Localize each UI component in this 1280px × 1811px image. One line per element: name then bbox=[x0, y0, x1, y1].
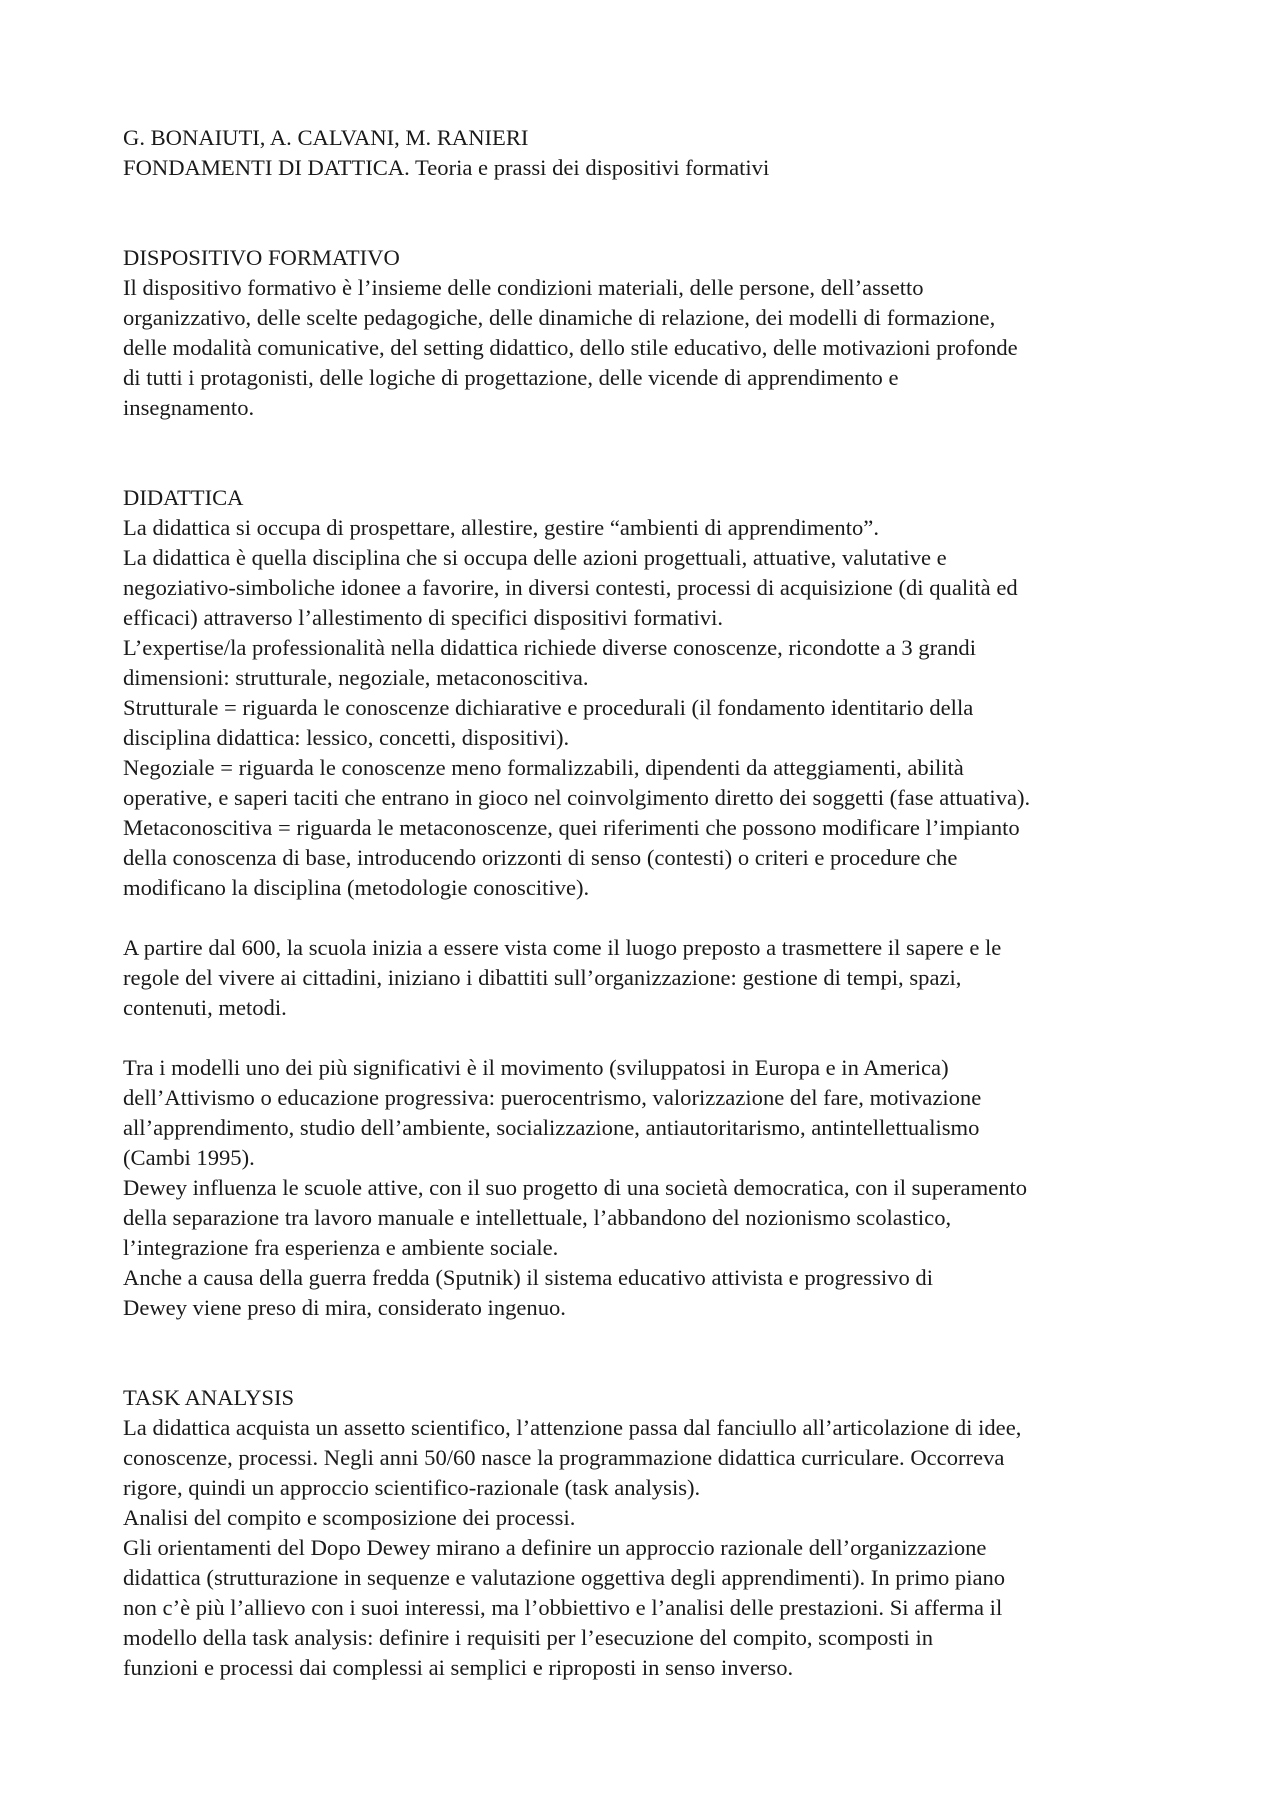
text-line: operative, e saperi taciti che entrano in gioco nel coinvolgimento diretto dei soggetti (fase attuativa). bbox=[123, 785, 1031, 810]
spacer bbox=[123, 1023, 1173, 1053]
text-line: rigore, quindi un approccio scientifico-razionale (task analysis). bbox=[123, 1475, 701, 1500]
text-line: Tra i modelli uno dei più significativi è il movimento (sviluppatosi in Europa e in America) bbox=[123, 1055, 949, 1080]
text-line: della conoscenza di base, introducendo orizzonti di senso (contesti) o criteri e procedure che bbox=[123, 845, 958, 870]
text-line: l’integrazione fra esperienza e ambiente sociale. bbox=[123, 1235, 559, 1260]
text-line: conoscenze, processi. Negli anni 50/60 nasce la programmazione didattica curriculare. Occorreva bbox=[123, 1445, 1005, 1470]
spacer bbox=[123, 1323, 1173, 1353]
section-heading-dispositivo: DISPOSITIVO FORMATIVO bbox=[123, 245, 400, 270]
text-line: della separazione tra lavoro manuale e intellettuale, l’abbandono del nozionismo scolastico, bbox=[123, 1205, 952, 1230]
text-line: Metaconoscitiva = riguarda le metaconoscenze, quei riferimenti che possono modificare l’impianto bbox=[123, 815, 1020, 840]
text-line: non c’è più l’allievo con i suoi interessi, ma l’obbiettivo e l’analisi delle prestazioni. Si afferma il bbox=[123, 1595, 1003, 1620]
text-line: modello della task analysis: definire i requisiti per l’esecuzione del compito, scomposti in bbox=[123, 1625, 934, 1650]
text-line: dimensioni: strutturale, negoziale, metaconoscitiva. bbox=[123, 665, 589, 690]
text-line: efficaci) attraverso l’allestimento di specifici dispositivi formativi. bbox=[123, 605, 724, 630]
text-line: negoziativo-simboliche idonee a favorire, in diversi contesti, processi di acquisizione (di qualità ed bbox=[123, 575, 1018, 600]
text-line: modificano la disciplina (metodologie conoscitive). bbox=[123, 875, 590, 900]
spacer bbox=[123, 453, 1173, 483]
text-line: Gli orientamenti del Dopo Dewey mirano a definire un approccio razionale dell’organizzazione bbox=[123, 1535, 987, 1560]
text-line: A partire dal 600, la scuola inizia a essere vista come il luogo preposto a trasmettere il sapere e le bbox=[123, 935, 1002, 960]
document-body bbox=[123, 123, 1173, 1683]
text-line: La didattica acquista un assetto scientifico, l’attenzione passa dal fanciullo all’articolazione di idee, bbox=[123, 1415, 1022, 1440]
text-line: Dewey influenza le scuole attive, con il suo progetto di una società democratica, con il superamento bbox=[123, 1175, 1028, 1200]
text-line: dell’Attivismo o educazione progressiva: puerocentrismo, valorizzazione del fare, motivazione bbox=[123, 1085, 982, 1110]
text-line: Analisi del compito e scomposizione dei processi. bbox=[123, 1505, 576, 1530]
text-line: La didattica si occupa di prospettare, allestire, gestire “ambienti di apprendimento”. bbox=[123, 515, 879, 540]
text-line: organizzativo, delle scelte pedagogiche, delle dinamiche di relazione, dei modelli di formazione, bbox=[123, 305, 996, 330]
text-line: Anche a causa della guerra fredda (Sputnik) il sistema educativo attivista e progressivo di bbox=[123, 1265, 933, 1290]
spacer bbox=[123, 423, 1173, 453]
text-line: Negoziale = riguarda le conoscenze meno formalizzabili, dipendenti da atteggiamenti, abilità bbox=[123, 755, 964, 780]
text-line: regole del vivere ai cittadini, iniziano i dibattiti sull’organizzazione: gestione di tempi, spazi, bbox=[123, 965, 962, 990]
text-line: La didattica è quella disciplina che si occupa delle azioni progettuali, attuative, valutative e bbox=[123, 545, 947, 570]
spacer bbox=[123, 213, 1173, 243]
text-line: Dewey viene preso di mira, considerato ingenuo. bbox=[123, 1295, 566, 1320]
text-line: disciplina didattica: lessico, concetti, dispositivi). bbox=[123, 725, 570, 750]
section-heading-didattica: DIDATTICA bbox=[123, 485, 244, 510]
text-line: (Cambi 1995). bbox=[123, 1145, 255, 1170]
book-title-line: FONDAMENTI DI DATTICA. Teoria e prassi dei dispositivi formativi bbox=[123, 155, 770, 180]
spacer bbox=[123, 1353, 1173, 1383]
text-line: delle modalità comunicative, del setting didattico, dello stile educativo, delle motivazioni profonde bbox=[123, 335, 1018, 360]
text-line: all’apprendimento, studio dell’ambiente, socializzazione, antiautoritarismo, antintellettualismo bbox=[123, 1115, 980, 1140]
spacer bbox=[123, 183, 1173, 213]
text-line: funzioni e processi dai complessi ai semplici e riproposti in senso inverso. bbox=[123, 1655, 794, 1680]
authors-line: G. BONAIUTI, A. CALVANI, M. RANIERI bbox=[123, 125, 529, 150]
section-heading-task-analysis: TASK ANALYSIS bbox=[123, 1385, 295, 1410]
text-line: contenuti, metodi. bbox=[123, 995, 287, 1020]
text-line: didattica (strutturazione in sequenze e valutazione oggettiva degli apprendimenti). In primo piano bbox=[123, 1565, 1006, 1590]
text-line: di tutti i protagonisti, delle logiche di progettazione, delle vicende di apprendimento e bbox=[123, 365, 899, 390]
text-line: Il dispositivo formativo è l’insieme delle condizioni materiali, delle persone, dell’assetto bbox=[123, 275, 924, 300]
text-line: L’expertise/la professionalità nella didattica richiede diverse conoscenze, ricondotte a 3 grandi bbox=[123, 635, 976, 660]
text-line: insegnamento. bbox=[123, 395, 255, 420]
text-line: Strutturale = riguarda le conoscenze dichiarative e procedurali (il fondamento identitario della bbox=[123, 695, 974, 720]
spacer bbox=[123, 903, 1173, 933]
